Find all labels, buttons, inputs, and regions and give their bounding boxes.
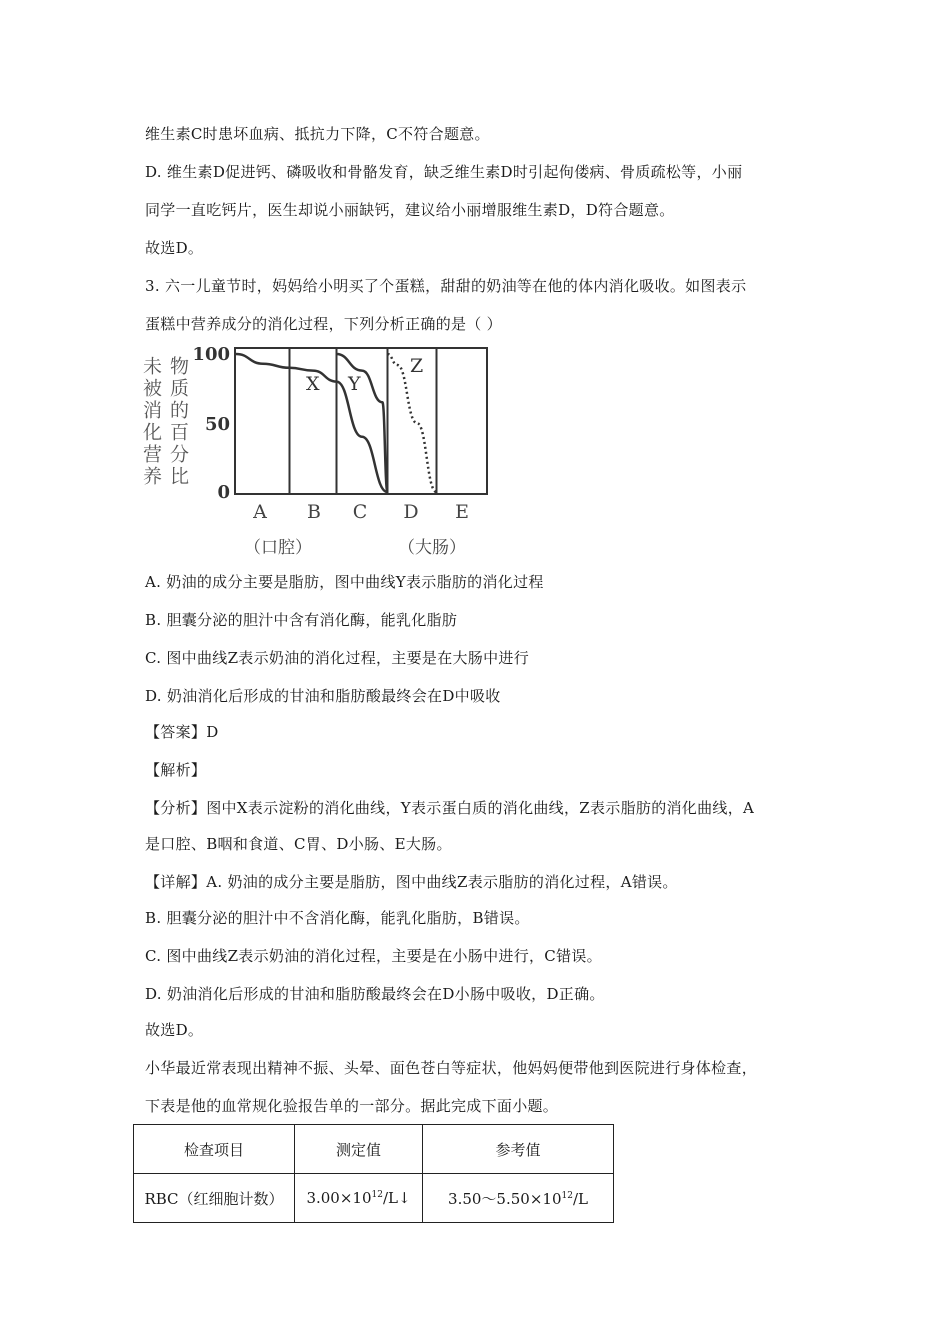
region-label-mouth: （口腔） bbox=[244, 538, 312, 558]
passage-line-1: 小华最近常表现出精神不振、头晕、面色苍白等症状，他妈妈便带他到医院进行身体检查， bbox=[145, 1059, 758, 1077]
table-header-row bbox=[134, 1125, 614, 1174]
analysis-heading: 【解析】 bbox=[145, 761, 207, 779]
line-3: 同学一直吃钙片，医生却说小丽缺钙，建议给小丽增服维生素D，D符合题意。 bbox=[145, 201, 675, 219]
option-c: C. 图中曲线Z表示奶油的消化过程，主要是在大肠中进行 bbox=[145, 649, 530, 667]
header-item: 检查项目 bbox=[134, 1125, 295, 1174]
blood-test-table bbox=[133, 1124, 614, 1223]
reference-unit: /L bbox=[572, 1189, 588, 1208]
reference-base: 3.50～5.50×10 bbox=[448, 1189, 562, 1208]
measured-exponent: 12 bbox=[371, 1190, 383, 1200]
option-b: B. 胆囊分泌的胆汁中含有消化酶，能乳化脂肪 bbox=[145, 611, 458, 629]
measured-unit: /L↓ bbox=[382, 1189, 411, 1207]
x-tick-c: C bbox=[352, 501, 368, 523]
detail-line-3: C. 图中曲线Z表示奶油的消化过程，主要是在小肠中进行，C错误。 bbox=[145, 947, 602, 965]
passage-line-2: 下表是他的血常规化验报告单的一部分。据此完成下面小题。 bbox=[145, 1097, 559, 1115]
line-4: 故选D。 bbox=[145, 239, 204, 257]
detail-line-5: 故选D。 bbox=[145, 1021, 204, 1039]
answer: 【答案】D bbox=[145, 723, 219, 741]
x-tick-b: B bbox=[307, 501, 321, 523]
option-a: A. 奶油的成分主要是脂肪，图中曲线Y表示脂肪的消化过程 bbox=[145, 573, 544, 591]
cell-item: RBC（红细胞计数） bbox=[134, 1174, 295, 1223]
curve-label-y: Y bbox=[348, 373, 361, 395]
line-1: 维生素C时患坏血病、抵抗力下降，C不符合题意。 bbox=[145, 125, 490, 143]
option-d: D. 奶油消化后形成的甘油和脂肪酸最终会在D中吸收 bbox=[145, 687, 501, 705]
cell-measured bbox=[295, 1174, 423, 1223]
digestion-chart bbox=[140, 340, 490, 560]
detail-line-2: B. 胆囊分泌的胆汁中不含消化酶，能乳化脂肪，B错误。 bbox=[145, 909, 530, 927]
curve-y bbox=[337, 354, 388, 492]
line-2: D. 维生素D促进钙、磷吸收和骨骼发育，缺乏维生素D时引起佝偻病、骨质疏松等，小丽 bbox=[145, 163, 743, 181]
y-tick-50: 50 bbox=[204, 414, 230, 435]
question-3-line-2: 蛋糕中营养成分的消化过程，下列分析正确的是（ ） bbox=[145, 315, 502, 333]
header-reference: 参考值 bbox=[423, 1125, 614, 1174]
analysis-line-2: 是口腔、B咽和食道、C胃、D小肠、E大肠。 bbox=[145, 835, 452, 853]
question-3-line-1: 3. 六一儿童节时，妈妈给小明买了个蛋糕，甜甜的奶油等在他的体内消化吸收。如图表示 bbox=[145, 277, 747, 295]
cell-reference bbox=[423, 1174, 614, 1223]
reference-exponent: 12 bbox=[561, 1190, 573, 1201]
curve-label-x: X bbox=[306, 373, 320, 395]
x-tick-d: D bbox=[403, 501, 419, 523]
y-axis-label-col-2: 物质的百分比 bbox=[167, 356, 189, 488]
analysis-line-1: 【分析】图中X表示淀粉的消化曲线，Y表示蛋白质的消化曲线，Z表示脂肪的消化曲线，A bbox=[145, 799, 755, 817]
measured-base: 3.00×10 bbox=[306, 1189, 372, 1207]
x-tick-a: A bbox=[253, 501, 267, 523]
y-axis-label-col-1: 未被消化营养 bbox=[140, 356, 162, 488]
detail-line-4: D. 奶油消化后形成的甘油和脂肪酸最终会在D小肠中吸收，D正确。 bbox=[145, 985, 605, 1003]
y-tick-100: 100 bbox=[192, 344, 230, 365]
x-tick-e: E bbox=[455, 501, 469, 523]
header-measured: 测定值 bbox=[295, 1125, 423, 1174]
y-tick-0: 0 bbox=[217, 482, 230, 503]
curve-label-z: Z bbox=[410, 355, 424, 377]
detail-line-1: 【详解】A. 奶油的成分主要是脂肪，图中曲线Z表示脂肪的消化过程，A错误。 bbox=[145, 873, 678, 891]
region-label-large-intestine: （大肠） bbox=[398, 538, 466, 558]
table-row bbox=[134, 1174, 614, 1223]
